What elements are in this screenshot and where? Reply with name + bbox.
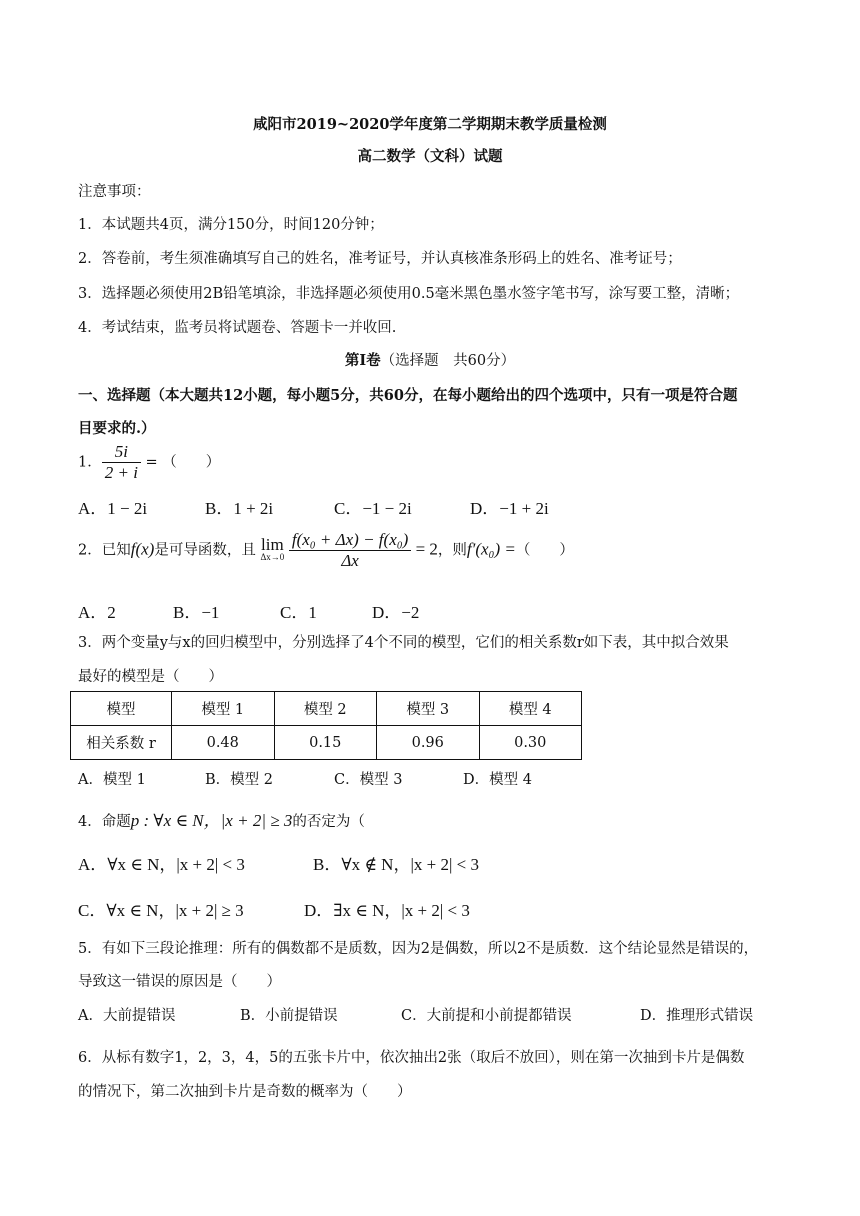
question-4-stem	[78, 806, 365, 831]
q2-option-b: B．−1	[173, 603, 220, 622]
question-2-fraction	[289, 531, 411, 570]
note-item-2: 2．答卷前，考生须准确填写自己的姓名，准考证号，并认真核准条形码上的姓名、准考证号；	[78, 251, 682, 267]
question-2-lead: 2．已知	[78, 542, 131, 559]
q3-option-d: D．模型 4	[463, 772, 532, 788]
table-cell: 0.96	[377, 726, 480, 760]
q4-option-d: D．∃x ∈ N，|x + 2| < 3	[304, 901, 470, 920]
question-2-derivative: f′(x₀) =	[466, 539, 516, 559]
note-item-3: 3．选择题必须使用2B铅笔填涂，非选择题必须使用0.5毫米黑色墨水签字笔书写，涂写要工整，清晰；	[78, 286, 740, 302]
question-2-then: ，则	[437, 542, 467, 559]
q1-option-b: B．1 + 2i	[205, 499, 274, 518]
table-cell: 模型	[71, 692, 172, 726]
notes-heading: 注意事项：	[78, 184, 151, 200]
question-3-line2: 最好的模型是（ ）	[78, 669, 223, 685]
note-item-4: 4．考试结束，监考员将试题卷、答题卡一并收回.	[78, 320, 397, 336]
question-2-stem	[78, 531, 574, 570]
question-6-line2: 的情况下，第二次抽到卡片是奇数的概率为（ ）	[78, 1084, 412, 1100]
question-2-paren: （ ）	[515, 542, 574, 559]
question-4-proposition: p : ∀x ∈ N，|x + 2| ≥ 3	[130, 811, 293, 830]
part1-title	[0, 349, 860, 370]
question-2-limit	[260, 534, 285, 564]
question-1-numerator: 5i	[102, 443, 141, 463]
q5-option-b: B．小前提错误	[240, 1008, 338, 1024]
table-header-row	[71, 692, 582, 726]
question-2-denominator: Δx	[341, 551, 359, 570]
question-5-line1: 5．有如下三段论推理：所有的偶数都不是质数，因为2是偶数，所以2不是质数．这个结论显然是错误的，	[78, 941, 759, 957]
correlation-table	[70, 691, 582, 760]
question-2-numerator: f(x₀ + Δx) − f(x₀)	[289, 531, 411, 551]
table-cell: 0.30	[479, 726, 582, 760]
question-2-condition: 是可导函数，且	[154, 542, 256, 559]
question-6-line1: 6．从标有数字1，2，3，4，5的五张卡片中，依次抽出2张（取后不放回），则在第一次抽到卡片是偶数	[78, 1050, 745, 1066]
question-1-tail: = （ ）	[140, 454, 221, 471]
limit-symbol: lim	[261, 534, 284, 554]
question-1-denominator: 2 + i	[104, 463, 138, 482]
q3-option-a: A．模型 1	[78, 772, 146, 788]
table-cell: 0.15	[274, 726, 377, 760]
question-4-lead: 4．命题	[78, 814, 131, 830]
question-3-line1: 3．两个变量y与x的回归模型中，分别选择了4个不同的模型，它们的相关系数r如下表，其中拟合效果	[78, 635, 729, 651]
q3-option-c: C．模型 3	[334, 772, 403, 788]
table-cell: 模型 1	[172, 692, 275, 726]
table-cell: 模型 4	[479, 692, 582, 726]
q2-option-a: A．2	[78, 603, 116, 622]
section1-heading-line2: 目要求的.）	[78, 420, 156, 437]
q5-option-a: A．大前提错误	[78, 1008, 176, 1024]
part1-label: 第Ⅰ卷	[344, 352, 381, 369]
q1-option-d: D．−1 + 2i	[470, 499, 549, 518]
q5-option-d: D．推理形式错误	[640, 1008, 754, 1024]
q5-option-c: C．大前提和小前提都错误	[401, 1008, 572, 1024]
table-cell: 0.48	[172, 726, 275, 760]
question-1-fraction	[102, 443, 141, 482]
question-5-line2: 导致这一错误的原因是（ ）	[78, 974, 281, 990]
q4-option-a: A．∀x ∈ N，|x + 2| < 3	[78, 855, 245, 874]
table-row	[71, 726, 582, 760]
question-4-tail: 的否定为（	[292, 814, 365, 830]
q1-option-c: C．−1 − 2i	[334, 499, 412, 518]
exam-title: 咸阳市2019~2020学年度第二学期期末教学质量检测	[253, 116, 607, 133]
q1-option-a: A．1 − 2i	[78, 499, 148, 518]
q2-option-d: D．−2	[372, 603, 420, 622]
table-cell: 模型 3	[377, 692, 480, 726]
note-item-1: 1．本试题共4页，满分150分，时间120分钟；	[78, 217, 384, 233]
part1-info: （选择题 共60分）	[380, 353, 516, 369]
q4-option-c: C．∀x ∈ N，|x + 2| ≥ 3	[78, 901, 244, 920]
question-1-stem	[78, 443, 220, 482]
question-2-equals: = 2	[411, 539, 438, 559]
q4-option-b: B．∀x ∉ N，|x + 2| < 3	[313, 855, 479, 874]
q2-option-c: C．1	[280, 603, 317, 622]
question-1-number: 1．	[78, 454, 102, 471]
question-2-function: f(x)	[130, 539, 155, 559]
section1-heading-line1: 一、选择题（本大题共12小题，每小题5分，共60分，在每小题给出的四个选项中，只有一项是符合题	[78, 387, 738, 404]
q3-option-b: B．模型 2	[205, 772, 273, 788]
table-cell: 模型 2	[274, 692, 377, 726]
table-cell: 相关系数 r	[71, 726, 172, 760]
exam-subtitle: 高二数学（文科）试题	[357, 148, 503, 165]
limit-subscript: Δx→0	[260, 551, 285, 562]
